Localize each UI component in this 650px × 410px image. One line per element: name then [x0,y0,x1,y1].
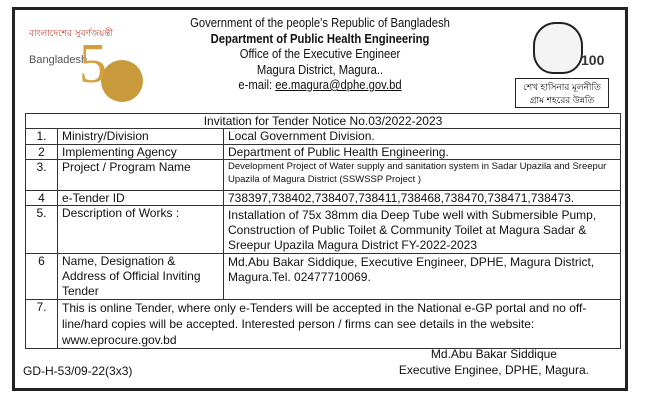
table-row [26,160,621,191]
table-row [26,206,621,254]
portrait-icon [533,22,583,74]
row-value: This is online Tender, where only e-Tenders will be accepted in the National e-GP portal and no off-line/hard copies will be accepted. Interested person / firms can see details in the website: www.eprocure.gov.bd [58,300,621,349]
govt-line: Government of the people's Republic of Bangladesh [190,16,450,30]
department-line: Department of Public Health Engineering [210,31,430,46]
row-number: 5. [26,206,58,254]
email-link[interactable]: ee.magura@dphe.gov.bd [275,78,402,92]
row-value: Installation of 75x 38mm dia Deep Tube well with Submersible Pump, Construction of Public Toilet & Community Toilet at Magura Sadar & Sreepur Upazila Magura District FY-2022-2023 [224,206,621,254]
row-number: 2 [26,145,58,160]
row-number: 3. [26,160,58,191]
row-value: Department of Public Health Engineering. [224,145,621,160]
signature-block [399,346,589,378]
row-number: 1. [26,129,58,145]
logo-text: Bangladesh [29,54,88,66]
row-label: Name, Designation & Address of Official Inviting Tender [58,254,224,300]
row-value: 738397,738402,738407,738411,738468,738470,738471,738473. [224,191,621,206]
row-value: Local Government Division. [224,129,621,145]
district-line: Magura District, Magura.. [256,62,384,77]
email-label: e-mail: [238,78,276,92]
slogan-line-2: গ্রাম শহরের উন্নতি [529,95,595,105]
mujib-mark: 100 [581,52,605,68]
reference-code: GD-H-53/09-22(3x3) [23,364,133,378]
table-row [26,129,621,145]
signatory-name: Md.Abu Bakar Siddique [430,347,557,361]
table-row [26,145,621,160]
office-line: Office of the Executive Engineer [239,47,401,61]
row-label: Ministry/Division [58,129,224,145]
row-number: 7. [26,300,58,349]
mujib-100-logo [513,22,611,110]
table-row [26,254,621,300]
slogan-box [515,78,609,108]
logo-number: 5 [79,33,107,95]
row-label: e-Tender ID [58,191,224,206]
notice-frame [12,7,628,391]
tender-table [25,113,621,349]
row-number: 4 [26,191,58,206]
row-label: Project / Program Name [58,160,224,191]
row-number: 6 [26,254,58,300]
table-title: Invitation for Tender Notice No.03/2022-2023 [26,114,621,129]
row-value: Development Project of Water supply and sanitation system in Sadar Upazila and Sreepur Upazila of Magura District (SSWSSP Project ) [224,160,621,191]
signatory-title: Executive Enginee, DPHE, Magura. [398,363,589,377]
row-value: Md.Abu Bakar Siddique, Executive Engineer, DPHE, Magura District, Magura.Tel. 02477710069. [224,254,621,300]
logo-bengali-text: বাংলাদেশের সুবর্ণজয়ন্তী [29,28,114,38]
table-row [26,300,621,349]
row-label: Implementing Agency [58,145,224,160]
row-label: Description of Works : [58,206,224,254]
slogan-line-1: শেখ হাসিনার মূলনীতি [523,82,601,92]
table-row [26,191,621,206]
